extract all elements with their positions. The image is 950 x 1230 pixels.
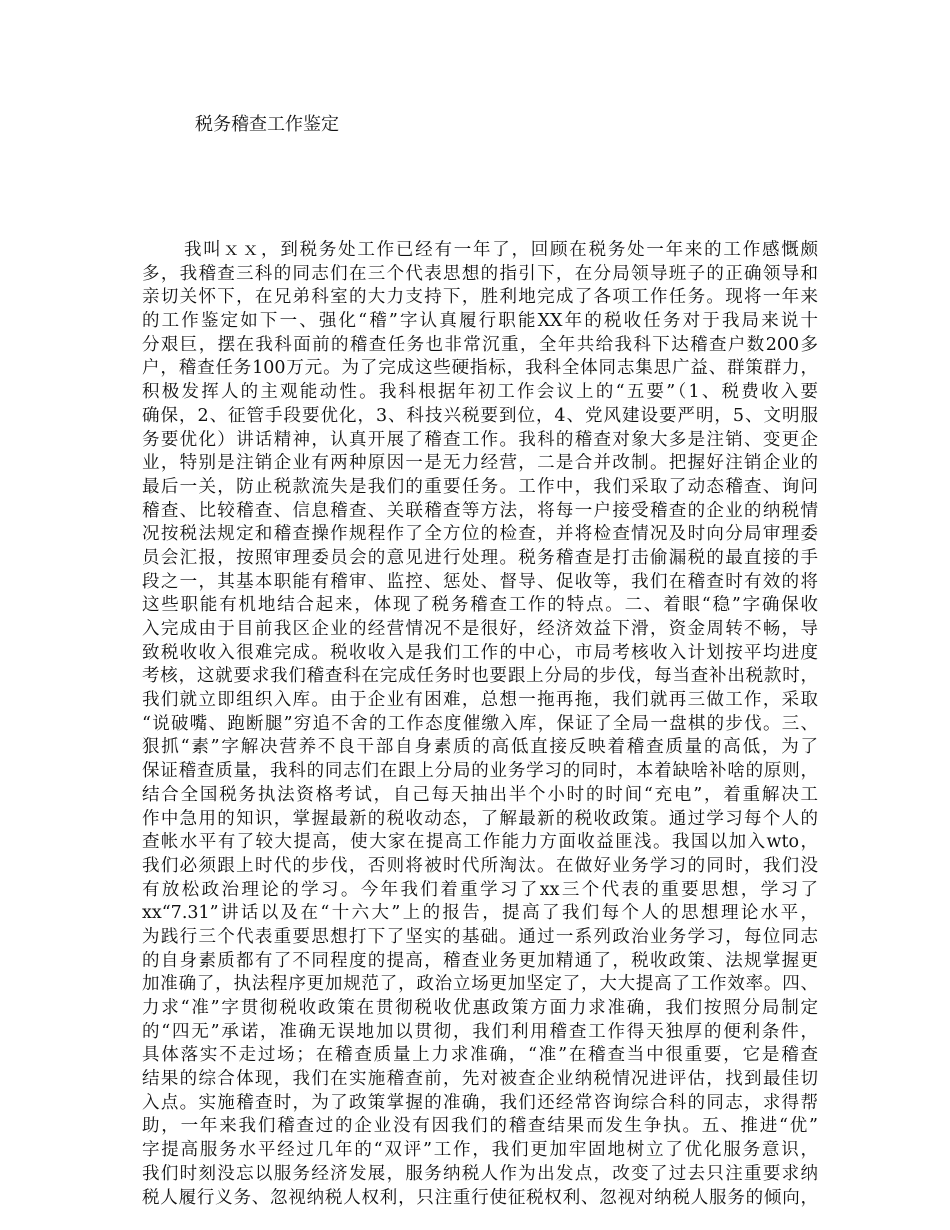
body-line: 我叫ｘｘ，到税务处工作已经有一年了，回顾在税务处一年来的工作感慨颇 xyxy=(184,240,818,260)
body-line: 结合全国税务执法资格考试，自己每天抽出半个小时的时间“充电”，着重解决工 xyxy=(142,784,818,805)
body-line: 助，一年来我们稽查过的企业没有因我们的稽查结果而发生争执。五、推进“优” xyxy=(142,1116,818,1137)
body-line: 为践行三个代表重要思想打下了坚实的基础。通过一系列政治业务学习，每位同志 xyxy=(142,926,818,947)
body-line: 致税收收入很难完成。税收收入是我们工作的中心，市局考核收入计划按平均进度 xyxy=(142,642,818,663)
body-line: 我们时刻没忘以服务经济发展，服务纳税人作为出发点，改变了过去只注重要求纳 xyxy=(142,1163,818,1184)
body-line: 稽查、比较稽查、信息稽查、关联稽查等方法，将每一户接受稽查的企业的纳税情 xyxy=(142,500,818,521)
body-line: 税人履行义务、忽视纳税人权利，只注重行使征税权利、忽视对纳税人服务的倾向， xyxy=(142,1187,818,1208)
body-line: 有放松政治理论的学习。今年我们着重学习了xx三个代表的重要思想，学习了 xyxy=(142,879,818,900)
body-line: xx“7.31”讲话以及在“十六大”上的报告，提高了我们每个人的思想理论水平， xyxy=(142,903,818,924)
body-line: 结果的综合体现，我们在实施稽查前，先对被查企业纳税情况进评估，找到最佳切 xyxy=(142,1069,818,1090)
body-line: 查帐水平有了较大提高，使大家在提高工作能力方面收益匪浅。我国以加入wto， xyxy=(142,832,818,853)
body-line: 员会汇报，按照审理委员会的意见进行处理。税务稽查是打击偷漏税的最直接的手 xyxy=(142,547,818,568)
body-line: 我们必须跟上时代的步伐，否则将被时代所淘汰。在做好业务学习的同时，我们没 xyxy=(142,855,818,876)
body-line: 最后一关，防止税款流失是我们的重要任务。工作中，我们采取了动态稽查、询问 xyxy=(142,476,818,497)
body-line: 段之一，其基本职能有稽审、监控、惩处、督导、促收等，我们在稽查时有效的将 xyxy=(142,571,818,592)
body-line: 的工作鉴定如下一、强化“稽”字认真履行职能XX年的税收任务对于我局来说十 xyxy=(142,311,818,332)
body-line: 字提高服务水平经过几年的“双评”工作，我们更加牢固地树立了优化服务意识， xyxy=(142,1140,818,1161)
body-line: 入完成由于目前我区企业的经营情况不是很好，经济效益下滑，资金周转不畅，导 xyxy=(142,619,818,639)
body-line: 的自身素质都有了不同程度的提高，稽查业务更加精通了，税收政策、法规掌握更 xyxy=(142,950,818,971)
body-line: 这些职能有机地结合起来，体现了税务稽查工作的特点。二、着眼“稳”字确保收 xyxy=(142,595,818,616)
body-line: 考核，这就要求我们稽查科在完成任务时也要跟上分局的步伐，每当查补出税款时， xyxy=(142,666,818,687)
body-line: 我们就立即组织入库。由于企业有困难，总想一拖再拖，我们就再三做工作，采取 xyxy=(142,690,818,711)
body-line: 作中急用的知识，掌握最新的税收动态，了解最新的税收政策。通过学习每个人的 xyxy=(142,808,818,829)
body-line: 亲切关怀下，在兄弟科室的大力支持下，胜利地完成了各项工作任务。现将一年来 xyxy=(142,287,818,308)
body-line: 户，稽查任务100万元。为了完成这些硬指标，我科全体同志集思广益、群策群力， xyxy=(142,358,818,379)
body-line: 的“四无”承诺，准确无误地加以贯彻，我们利用稽查工作得天独厚的便利条件， xyxy=(142,1021,818,1042)
body-line: 分艰巨，摆在我科面前的稽查任务也非常沉重，全年共给我科下达稽查户数200多 xyxy=(142,334,818,355)
body-line: 况按税法规定和稽查操作规程作了全方位的检查，并将检查情况及时向分局审理委 xyxy=(142,524,818,545)
body-line: 具体落实不走过场；在稽查质量上力求准确，“准”在稽查当中很重要，它是稽查 xyxy=(142,1045,818,1066)
body-line: 确保，2、征管手段要优化，3、科技兴税要到位，4、党风建设要严明，5、文明服 xyxy=(142,405,818,426)
document-title: 税务稽查工作鉴定 xyxy=(195,114,339,135)
body-line: 力求“准”字贯彻税收政策在贯彻税收优惠政策方面力求准确，我们按照分局制定 xyxy=(142,998,818,1018)
body-line: 狠抓“素”字解决营养不良干部自身素质的高低直接反映着稽查质量的高低，为了 xyxy=(142,737,818,758)
body-line: 多，我稽查三科的同志们在三个代表思想的指引下，在分局领导班子的正确领导和 xyxy=(142,263,818,284)
body-line: 务要优化）讲话精神，认真开展了稽查工作。我科的稽查对象大多是注销、变更企 xyxy=(142,429,818,450)
body-line: 保证稽查质量，我科的同志们在跟上分局的业务学习的同时，本着缺啥补啥的原则， xyxy=(142,761,818,782)
body-line: 业，特别是注销企业有两种原因一是无力经营，二是合并改制。把握好注销企业的 xyxy=(142,453,818,474)
body-line: 加准确了，执法程序更加规范了，政治立场更加坚定了，大大提高了工作效率。四、 xyxy=(142,974,818,995)
body-line: 积极发挥人的主观能动性。我科根据年初工作会议上的“五要”（1、税费收入要 xyxy=(142,382,818,403)
body-line: 入点。实施稽查时，为了政策掌握的准确，我们还经常咨询综合科的同志，求得帮 xyxy=(142,1092,818,1113)
document-body xyxy=(142,239,818,1210)
body-line: “说破嘴、跑断腿”穷追不舍的工作态度催缴入库，保证了全局一盘棋的步伐。三、 xyxy=(142,713,818,734)
